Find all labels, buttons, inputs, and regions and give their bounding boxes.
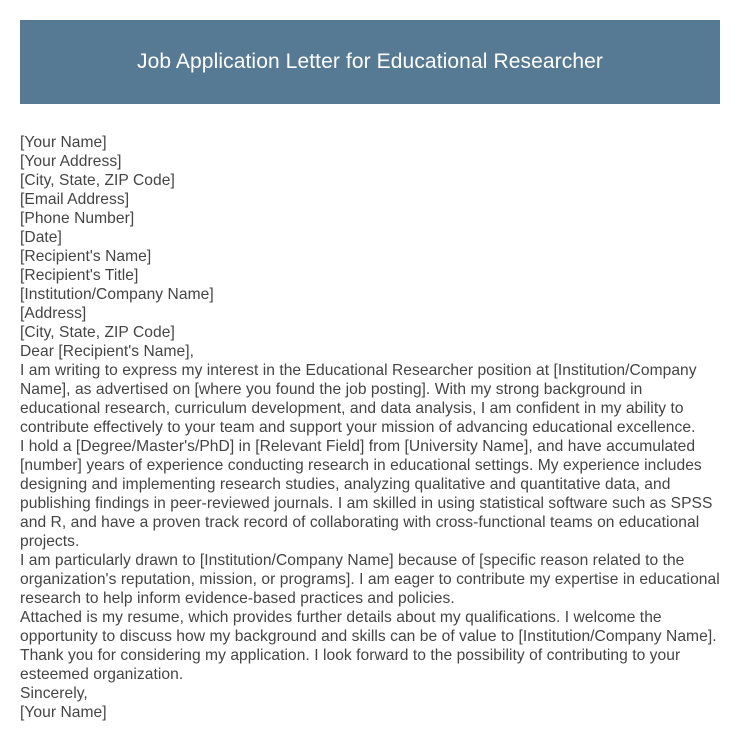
recipient-name: [Recipient's Name] <box>20 248 152 265</box>
letter-date: [Date] <box>20 229 62 246</box>
recipient-institution: [Institution/Company Name] <box>20 286 214 303</box>
page-title: Job Application Letter for Educational Researcher <box>136 50 603 73</box>
letter-body <box>20 133 722 722</box>
signature: [Your Name] <box>20 704 107 721</box>
letter-header-banner <box>20 20 720 104</box>
recipient-title: [Recipient's Title] <box>20 267 139 284</box>
sender-block <box>20 133 722 247</box>
paragraph-closing: Attached is my resume, which provides further details about my qualifications. I welcome the opportunity to discuss how my background and skills can be of value to [Institution/Company Name]. Thank you for considering my application. I look forward to the possibility of contributing to your esteemed organization. <box>20 609 717 683</box>
paragraph-introduction: I am writing to express my interest in the Educational Researcher position at [Institution/Company Name], as advertised on [where you found the job posting]. With my strong background in educational research, curriculum development, and data analysis, I am confident in my ability to contribute effectively to your team and support your mission of advancing educational excellence. <box>20 362 697 436</box>
paragraph-motivation: I am particularly drawn to [Institution/Company Name] because of [specific reason related to the organization's reputation, mission, or programs]. I am eager to contribute my expertise in educational research to help inform evidence-based practices and policies. <box>20 552 720 607</box>
sender-email: [Email Address] <box>20 191 130 208</box>
recipient-block <box>20 247 722 342</box>
sender-name: [Your Name] <box>20 134 107 151</box>
salutation: Dear [Recipient's Name], <box>20 343 195 360</box>
closing: Sincerely, <box>20 685 88 702</box>
paragraph-qualifications: I hold a [Degree/Master's/PhD] in [Relevant Field] from [University Name], and have accumulated [number] years of experience conducting research in educational settings. My experience includes designing and implementing research studies, analyzing qualitative and quantitative data, and publishing findings in peer-reviewed journals. I am skilled in using statistical software such as SPSS and R, and have a proven track record of collaborating with cross-functional teams on educational projects. <box>20 438 713 550</box>
sender-city-state-zip: [City, State, ZIP Code] <box>20 172 175 189</box>
sender-phone: [Phone Number] <box>20 210 135 227</box>
sender-address: [Your Address] <box>20 153 122 170</box>
recipient-city-state-zip: [City, State, ZIP Code] <box>20 324 175 341</box>
recipient-address: [Address] <box>20 305 87 322</box>
